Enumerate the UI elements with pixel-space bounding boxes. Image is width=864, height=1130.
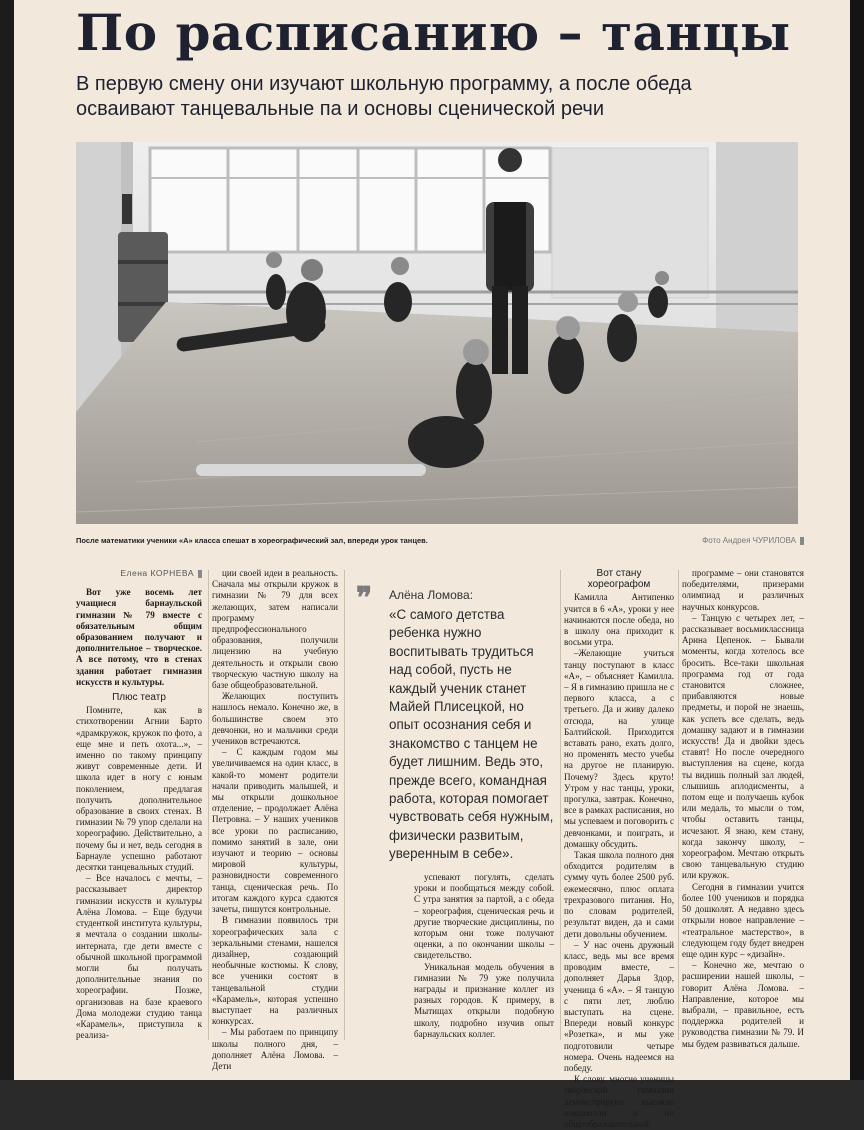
body-paragraph: – У нас очень дружный класс, ведь мы все время проводим вместе, – дополняет Дарья Здор, ученица 6 «А». – Я танцую с пяти лет, люблю выступать на сцене. Впереди новый конкурс «Розетка», и мы уже подготовили четыре номера. Очень надеемся на победу. — [564, 939, 674, 1073]
body-paragraph: Сегодня в гимназии учится более 100 учеников и порядка 50 дошколят. А недавно здесь открыли новое направление – «театральное мастерство», в следующем году будет внедрен еще один курс – «дизайн». — [682, 881, 804, 959]
body-paragraph: ции своей идеи в реальность. Сначала мы открыли кружок в гимназии № 79 для всех желающих, затем написали программу предпрофессионального образования, получили лицензию на учебную деятельность и открыли свою творческую частную школу на базе общеобразовательной. — [212, 568, 338, 691]
photo-credit-text: Фото Андрея ЧУРИЛОВА — [702, 536, 796, 545]
column-2 — [212, 568, 338, 1072]
body-paragraph: К слову, многие ученицы творческой гимназии демонстрируют высокие показатели и по общеобразовательной — [564, 1074, 674, 1129]
page-edge-right — [850, 0, 864, 1080]
body-paragraph: – С каждым годом мы увеличиваемся на один класс, в какой-то момент родители начали приводить малышей, и мы открыли дошкольное отделение, – продолжает Алёна Петровна. – У наших учеников все уроки по расписанию, помимо занятий в зале, они изучают и теорию – основы мировой культуры, разновидности современного танца, сценическая речь. По итогам каждого курса сдаются зачеты, пишутся контрольные. — [212, 747, 338, 915]
article-headline: По расписанию – танцы — [76, 3, 791, 62]
byline-text: Елена КОРНЕВА — [120, 568, 194, 578]
article-subhead: В первую смену они изучают школьную программу, а после обеда осваивают танцевальные па и основы сценической речи — [76, 73, 692, 120]
column-rule — [678, 570, 679, 1040]
column-5 — [682, 568, 804, 1050]
column-rule — [560, 570, 561, 1040]
body-paragraph: Желающих поступить нашлось немало. Конечно же, в большинстве своем это девчонки, но и мальчики среди учеников встречаются. — [212, 691, 338, 747]
column-3 — [414, 872, 554, 1040]
pull-quote: «С самого детства ребенка нужно воспитывать трудиться над собой, пусть не каждый ученик станет Майей Плисецкой, но опыт осознания себя и знакомство с танцем не будет лишним. Ведь это, прежде всего, командная работа, которая помогает чувствовать себя нужным, физически развитым, уверенным в себе». — [389, 607, 554, 862]
credit-marker — [800, 537, 804, 545]
body-paragraph: –Желающие учиться танцу поступают в класс «А», – объясняет Камилла. – Я в гимназию пришла не с первого класса, а с третьего. Да и живу далеко отсюда, на улице Балтийской. Приходится вставать рано, ехать долго, но променять место учебы на другое не планирую. Почему? Здесь круто! Утром у нас танцы, уроки, прогулка, завтрак. Конечно, все в рамках расписания, но мы успеваем и поговорить с девчонками, и поиграть, и домашку обсудить. — [564, 648, 674, 849]
column-4 — [564, 568, 674, 1130]
body-paragraph: В гимназии появилось три хореографических зала с зеркальными стенами, нашелся дизайнер, создающий необычные костюмы. К слову, все ученики состоят в танцевальной студии «Карамель», которая успешно выступает на различных конкурсах. — [212, 915, 338, 1027]
body-paragraph: – Все началось с мечты, – рассказывает директор гимназии искусств и культуры Алёна Ломова. – Еще будучи студенткой института культуры, я мечтала о создании школы-интерната, где дети вместе с обычной школьной программой могли бы получать дополнительные знания по хореографии. Позже, организовав на базе краевого Дома молодежи студию танца «Карамель», приступила к реализа- — [76, 873, 202, 1041]
body-paragraph: Помните, как в стихотворении Агнии Барто «драмкружок, кружок по фото, а еще мне и петь охота...», – именно по такому принципу живут современные дети. И школа идет в ногу с юным поколением, предлагая получить дополнительное образование в своих стенах. В гимназии № 79 упор сделали на хореографию. Действительно, а почему бы и нет, ведь сегодня в Барнауле успешно работают десятки танцевальных студий. — [76, 705, 202, 873]
column-rule — [208, 570, 209, 1040]
article-byline — [76, 568, 202, 579]
photo-credit — [614, 536, 804, 545]
quote-author: Алёна Ломова: — [389, 588, 474, 602]
body-paragraph: успевают погулять, сделать уроки и пообщаться между собой. С утра занятия за партой, а с обеда – хореография, сценическая речь и другие творческие дисциплины, по которым они тоже получают оценки, а по окончании школы – свидетельство. — [414, 872, 554, 961]
body-paragraph: Уникальная модель обучения в гимназии № 79 уже получила награды и признание коллег из разных городов. К примеру, в Мытищах открыли подобную школу, подробно изучив опыт барнаульских коллег. — [414, 961, 554, 1039]
column-rule — [344, 570, 345, 1040]
dance-class-photo — [76, 142, 798, 524]
body-paragraph: – Танцую с четырех лет, – рассказывает восьмиклассница Арина Цепенок. – Бывали моменты, когда хотелось все бросить. Все-таки школьная программа год от года становится сложнее, прибавляются новые предметы, и порой не знаешь, как успеть все сделать, ведь домашку задают и в гимназии искусств! Да и двойки здесь ставят! Но после очередного выступления на сцене, когда ты видишь полный зал людей, слышишь аплодисменты, а потом еще и получаешь кубок или медаль, то мысли о том, чтобы оставить танцы, исчезают. Я знаю, кем стану, когда закончу школу, – хореографом. Мечтаю открыть свою танцевальную студию или кружок. — [682, 612, 804, 881]
quote-mark-icon: ❞ — [356, 581, 373, 616]
body-paragraph: – Конечно же, мечтаю о расширении нашей школы, – говорит Алёна Ломова. – Направление, которое мы выбрали, – правильное, есть поддержка родителей и руководства гимназии № 79. И мы будем развиваться дальше. — [682, 960, 804, 1049]
photo-illustration — [76, 142, 798, 524]
body-paragraph: Камилла Антипенко учится в 6 «А», уроки у нее начинаются после обеда, но в школу она приходит к восьми утра. — [564, 592, 674, 648]
body-paragraph: Такая школа полного дня обходится родителям в сумму чуть более 2500 руб. ежемесячно, плюс оплата трехразового питания. Но, по словам родителей, результат виден, да и сами дети довольны обучением. — [564, 850, 674, 939]
photo-caption: После математики ученики «А» класса спешат в хореографический зал, впереди урок танцев. — [76, 536, 428, 545]
column-1 — [76, 568, 202, 1041]
section-subtitle-theater: Плюс театр — [112, 692, 166, 704]
newspaper-page — [14, 0, 850, 1129]
page-edge-left — [0, 0, 14, 1080]
section-subtitle-choreographer: Вот стану хореографом — [587, 568, 651, 591]
body-paragraph: – Мы работаем по принципу школы полного дня, – дополняет Алёна Ломова. – Дети — [212, 1027, 338, 1071]
lead-paragraph: Вот уже восемь лет учащиеся барнаульской гимназии № 79 вместе с обязательным общим образованием получают и дополнительное – творческое. А все потому, что в стенах здания работает гимназия искусств и культуры. — [76, 587, 202, 687]
body-paragraph: программе – они становятся победителями, призерами олимпиад и различных научных конкурсов. — [682, 568, 804, 612]
byline-marker — [198, 570, 202, 578]
